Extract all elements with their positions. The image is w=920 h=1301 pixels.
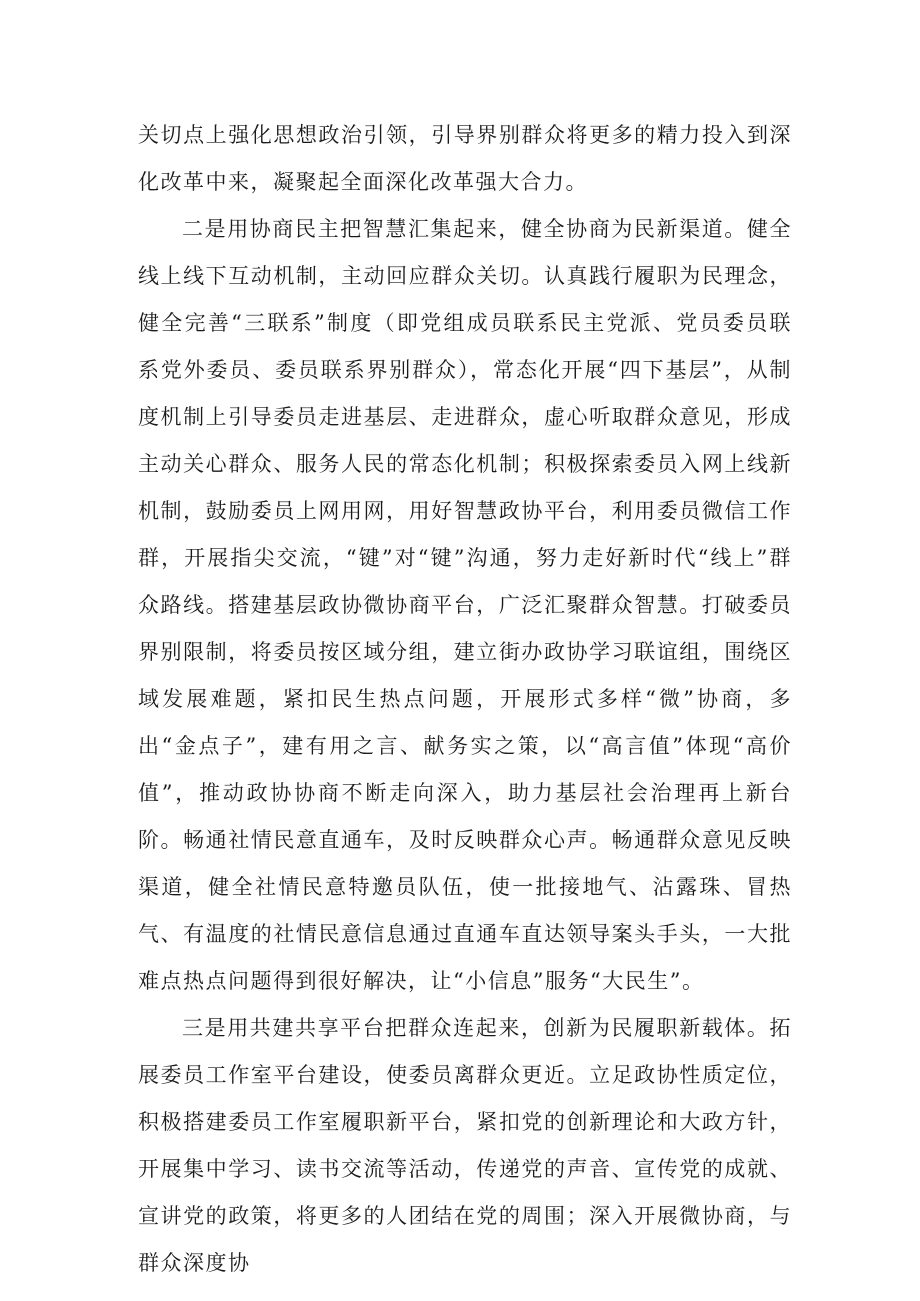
paragraph-second-point: 二是用协商民主把智慧汇集起来，健全协商为民新渠道。健全线上线下互动机制，主动回应群众关切。认真践行履职为民理念，健全完善“三联系”制度（即党组成员联系民主党派、党员委员联系党外委员、委员联系界别群众），常态化开展“四下基层”，从制度机制上引导委员走进基层、走进群众，虚心听取群众意见，形成主动关心群众、服务人民的常态化机制；积极探索委员入网上线新机制，鼓励委员上网用网，用好智慧政协平台，利用委员微信工作群，开展指尖交流，“键”对“键”沟通，努力走好新时代“线上”群众路线。搭建基层政协微协商平台，广泛汇聚群众智慧。打破委员界别限制，将委员按区域分组，建立街办政协学习联谊组，围绕区域发展难题，紧扣民生热点问题，开展形式多样“微”协商，多出“金点子”，建有用之言、献务实之策，以“高言值”体现“高价值”，推动政协协商不断走向深入，助力基层社会治理再上新台阶。畅通社情民意直通车，及时反映群众心声。畅通群众意见反映渠道，健全社情民意特邀员队伍，使一批接地气、沾露珠、冒热气、有温度的社情民意信息通过直通车直达领导案头手头，一大批难点热点问题得到很好解决，让“小信息”服务“大民生”。 — [138, 217, 792, 993]
paragraph-continuation: 关切点上强化思想政治引领，引导界别群众将更多的精力投入到深化改革中来，凝聚起全面深化改革强大合力。 — [138, 123, 792, 194]
paragraph-third-point: 三是用共建共享平台把群众连起来，创新为民履职新载体。拓展委员工作室平台建设，使委员离群众更近。立足政协性质定位，积极搭建委员工作室履职新平台，紧扣党的创新理论和大政方针，开展集中学习、读书交流等活动，传递党的声音、宣传党的成就、宣讲党的政策，将更多的人团结在党的周围；深入开展微协商，与群众深度协 — [138, 1016, 792, 1275]
document-body — [138, 112, 792, 1287]
